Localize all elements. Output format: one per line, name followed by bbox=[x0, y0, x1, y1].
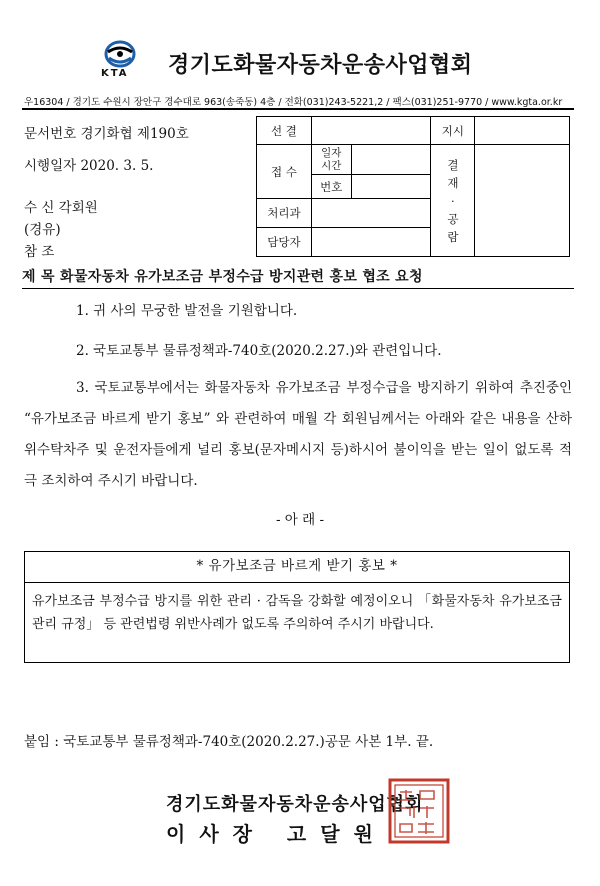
cell-empty bbox=[351, 145, 431, 175]
reference: 참 조 bbox=[24, 244, 55, 260]
org-title: 경기도화물자동차운송사업협회 bbox=[168, 53, 473, 78]
gyeoljae-char: · bbox=[451, 193, 455, 208]
subject-divider bbox=[22, 288, 574, 289]
cell-empty bbox=[311, 199, 431, 228]
cell-empty bbox=[311, 117, 431, 145]
gyeoljae-char: 재 bbox=[447, 175, 459, 190]
label-sigan: 시간 bbox=[321, 159, 342, 172]
attachment-line: 붙임 : 국토교통부 물류정책과-740호(2020.2.27.)공문 사본 1부. 끝. bbox=[24, 734, 434, 750]
signature-name: 이사장 고달원 bbox=[166, 822, 387, 846]
label-ilja: 일자 bbox=[321, 146, 342, 159]
cell-cheorigwa: 처리과 bbox=[257, 199, 312, 228]
recipient: 수 신 각회원 bbox=[24, 200, 98, 216]
below-heading: - 아 래 - bbox=[275, 512, 325, 528]
signature-org: 경기도화물자동차운송사업협회 bbox=[166, 794, 424, 815]
gyeoljae-char: 람 bbox=[447, 229, 459, 244]
via: (경유) bbox=[24, 222, 61, 238]
cell-empty bbox=[351, 175, 431, 199]
notice-heading: * 유가보조금 바르게 받기 홍보 * bbox=[24, 551, 570, 583]
subject-line: 제 목 화물자동차 유가보조금 부정수급 방지관련 홍보 협조 요청 bbox=[22, 269, 423, 285]
official-seal-icon bbox=[388, 778, 450, 844]
paragraph-2: 2. 국토교통부 물류정책과-740호(2020.2.27.)와 관련입니다. bbox=[76, 343, 442, 359]
cell-ilja-sigan bbox=[311, 145, 351, 175]
address-line: 우16304 / 경기도 수원시 장안구 경수대로 963(송죽동) 4층 / 전화(031)243-5221,2 / 팩스(031)251-9770 / www.kgta.or.kr bbox=[24, 97, 563, 108]
paragraph-1: 1. 귀 사의 무궁한 발전을 기원합니다. bbox=[76, 303, 298, 319]
issue-date: 시행일자 2020. 3. 5. bbox=[24, 158, 154, 174]
cell-damdangja: 담당자 bbox=[257, 228, 312, 257]
header-divider bbox=[22, 108, 574, 110]
cell-gyeoljae bbox=[431, 145, 475, 257]
cell-beonho: 번호 bbox=[311, 175, 351, 199]
gyeoljae-char: 공 bbox=[447, 211, 459, 226]
cell-jeopsu: 접 수 bbox=[257, 145, 312, 199]
cell-empty bbox=[475, 145, 570, 257]
gyeoljae-char: 결 bbox=[447, 157, 459, 172]
logo-text: KTA bbox=[101, 68, 129, 79]
cell-empty bbox=[475, 117, 570, 145]
doc-number: 문서번호 경기화협 제190호 bbox=[24, 126, 189, 142]
paragraph-3: 3. 국토교통부에서는 화물자동차 유가보조금 부정수급을 방지하기 위하여 추진중인 “유가보조금 바르게 받기 홍보” 와 관련하여 매월 각 회원님께서는 아래와 같은 내용을 산하 위수탁차주 및 운전자들에게 널리 홍보(문자메시지 등)하시어 불이익을 받는 일이 없도록 적극 조치하여 주시기 바랍니다. bbox=[24, 380, 572, 489]
notice-text: 유가보조금 부정수급 방지를 위한 관리 · 감독을 강화할 예정이오니 「화물자동차 유가보조금 관리 규정」 등 관련법령 위반사례가 없도록 주의하여 주시기 바랍니다. bbox=[32, 594, 562, 632]
cell-empty bbox=[311, 228, 431, 257]
approval-table bbox=[256, 116, 570, 257]
cell-jisi: 지시 bbox=[431, 117, 475, 145]
cell-seongyeol: 선 결 bbox=[257, 117, 312, 145]
